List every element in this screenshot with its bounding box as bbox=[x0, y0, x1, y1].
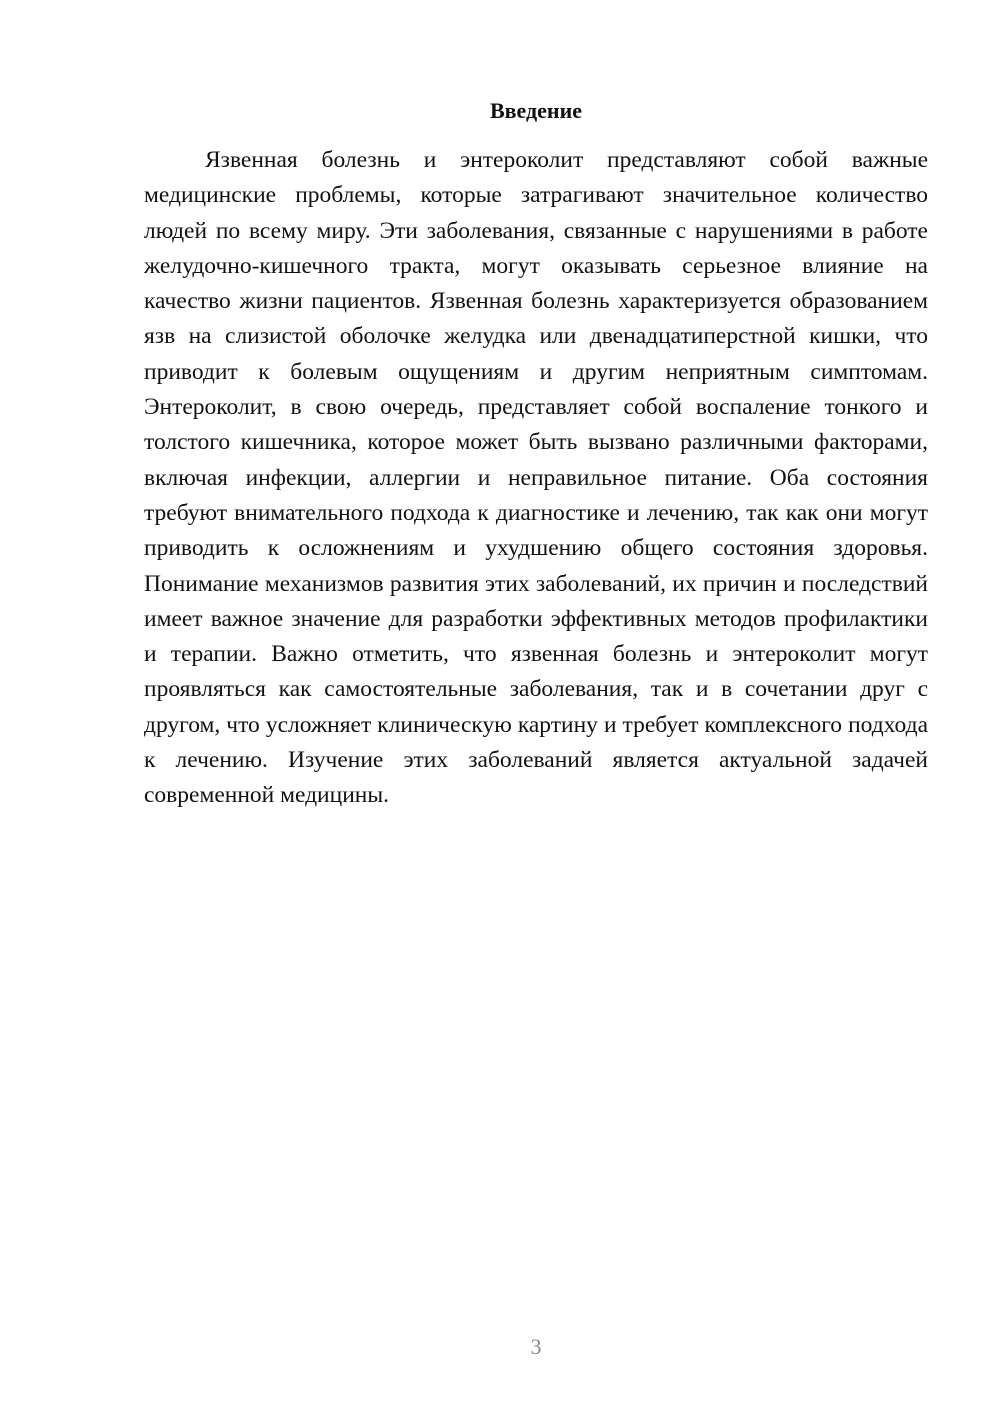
section-heading: Введение bbox=[489, 98, 583, 123]
page-number: 3 bbox=[530, 1334, 542, 1359]
intro-paragraph: Язвенная болезнь и энтероколит представляют собой важные медицинские проблемы, которые затрагивают значительное количество людей по всему миру. Эти заболевания, связанные с нарушениями в работе желудочно-кишечного тракта, могут оказывать серьезное влияние на качество жизни пациентов. Язвенная болезнь характеризуется образованием язв на слизистой оболочке желудка или двенадцатиперстной кишки, что приводит к болевым ощущениям и другим неприятным симптомам. Энтероколит, в свою очередь, представляет собой воспаление тонкого и толстого кишечника, которое может быть вызвано различными факторами, включая инфекции, аллергии и неправильное питание. Оба состояния требуют внимательного подхода к диагностике и лечению, так как они могут приводить к осложнениям и ухудшению общего состояния здоровья. Понимание механизмов развития этих заболеваний, их причин и последствий имеет важное значение для разработки эффективных методов профилактики и терапии. Важно отметить, что язвенная болезнь и энтероколит могут проявляться как самостоятельные заболевания, так и в сочетании друг с другом, что усложняет клиническую картину и требует комплексного подхода к лечению. Изучение этих заболеваний является актуальной задачей современной медицины. bbox=[144, 147, 928, 809]
